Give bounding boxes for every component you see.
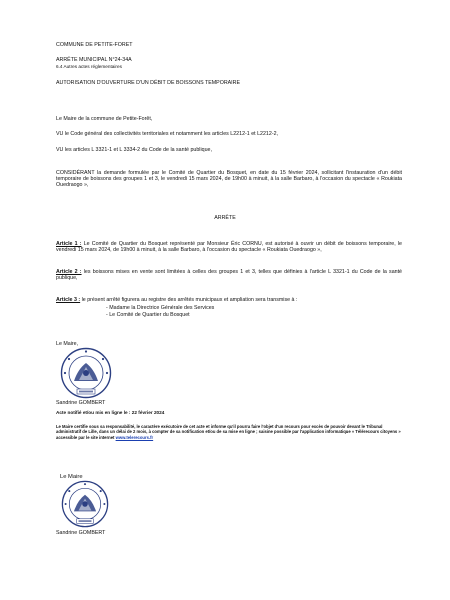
- considerant-paragraph: [56, 170, 402, 189]
- decree-heading: ARRÊTE: [214, 215, 236, 221]
- considerant-label: CONSIDÉRANT: [56, 170, 95, 176]
- recipient-1: - Madame la Directrice Générale des Services: [106, 305, 215, 311]
- vu-line-2: VU les articles L 3321-1 et L 3334-2 du Code de la santé publique,: [56, 147, 212, 153]
- article-1-label: Article 1 :: [56, 241, 82, 247]
- signature-1-name: Sandrine GOMBERT: [56, 400, 106, 406]
- municipal-seal-1: [60, 347, 112, 399]
- article-2-label: Article 2 :: [56, 269, 82, 275]
- signature-2-name: Sandrine GOMBERT: [56, 530, 106, 536]
- commune-name: COMMUNE DE PETITE-FORET: [56, 42, 133, 48]
- vu-line-1: VU le Code général des collectivités territoriales et notamment les articles L2212-1 et L2212-2,: [56, 131, 278, 137]
- article-2-text: les boissons mises en vente sont limitées à celles des groupes 1 et 3, telles que définies à l'article L 3321-1 du Code de la santé publique,: [56, 269, 403, 282]
- municipal-seal-2: [60, 480, 110, 528]
- legal-notice-text: Le Maire certifie sous sa responsabilité, le caractère exécutoire de cet acte et informe qu'il pourra faire l'objet d'un recours pour excès de pouvoir devant le Tribunal administratif de Lille, dans un délai de 2 mois, à compter de sa notification et/ou de sa mise en ligne ; saisine possible par l'application informatique « Télérecours citoyens » accessible par le site internet: [56, 424, 401, 440]
- arrete-subject: AUTORISATION D'OUVERTURE D'UN DÉBIT DE BOISSONS TEMPORAIRE: [56, 80, 241, 86]
- telerecours-link[interactable]: www.telerecours.fr: [115, 434, 154, 440]
- signature-2-title: Le Maire: [60, 474, 83, 480]
- article-3-label: Article 3 :: [56, 297, 81, 303]
- signature-1-title: Le Maire,: [56, 341, 79, 347]
- arrete-category: 6.4 Autres actes réglementaires: [56, 64, 122, 69]
- notification-line: Acte notifié et/ou mis en ligne le : 22 février 2024: [56, 410, 165, 415]
- article-1: [56, 241, 402, 253]
- considerant-text: la demande formulée par le Comité de Quartier du Bosquet, en date du 15 février 2024, sollicitant l'instauration d'un débit temporaire de boissons des groupes 1 et 3, le vendredi 15 mars 2024, de 19h00 à minuit, à la salle Barbaro, à l'occasion du spectacle « Roukiata Ouedraogo »,: [56, 170, 402, 189]
- legal-notice: [56, 424, 406, 440]
- article-2: [56, 269, 402, 281]
- arrete-number: ARRÊTE MUNICIPAL N°24-34A: [56, 57, 132, 63]
- article-3: [56, 297, 402, 303]
- article-1-text: Le Comité de Quartier du Bosquet représenté par Monsieur Éric CORNU, est autorisé à ouvrir un débit de boissons temporaire, le vendredi 15 mars 2024, de 19h00 à minuit, à la salle Barbaro, à l'occasion du spectacle « Roukiata Ouedraogo »,: [56, 241, 402, 254]
- article-3-text: le présent arrêté figurera au registre des arrêtés municipaux et ampliation sera transmise à :: [80, 297, 298, 303]
- recipient-2: - Le Comité de Quartier du Bosquet: [106, 312, 190, 318]
- mayor-line: Le Maire de la commune de Petite-Forêt,: [56, 116, 153, 122]
